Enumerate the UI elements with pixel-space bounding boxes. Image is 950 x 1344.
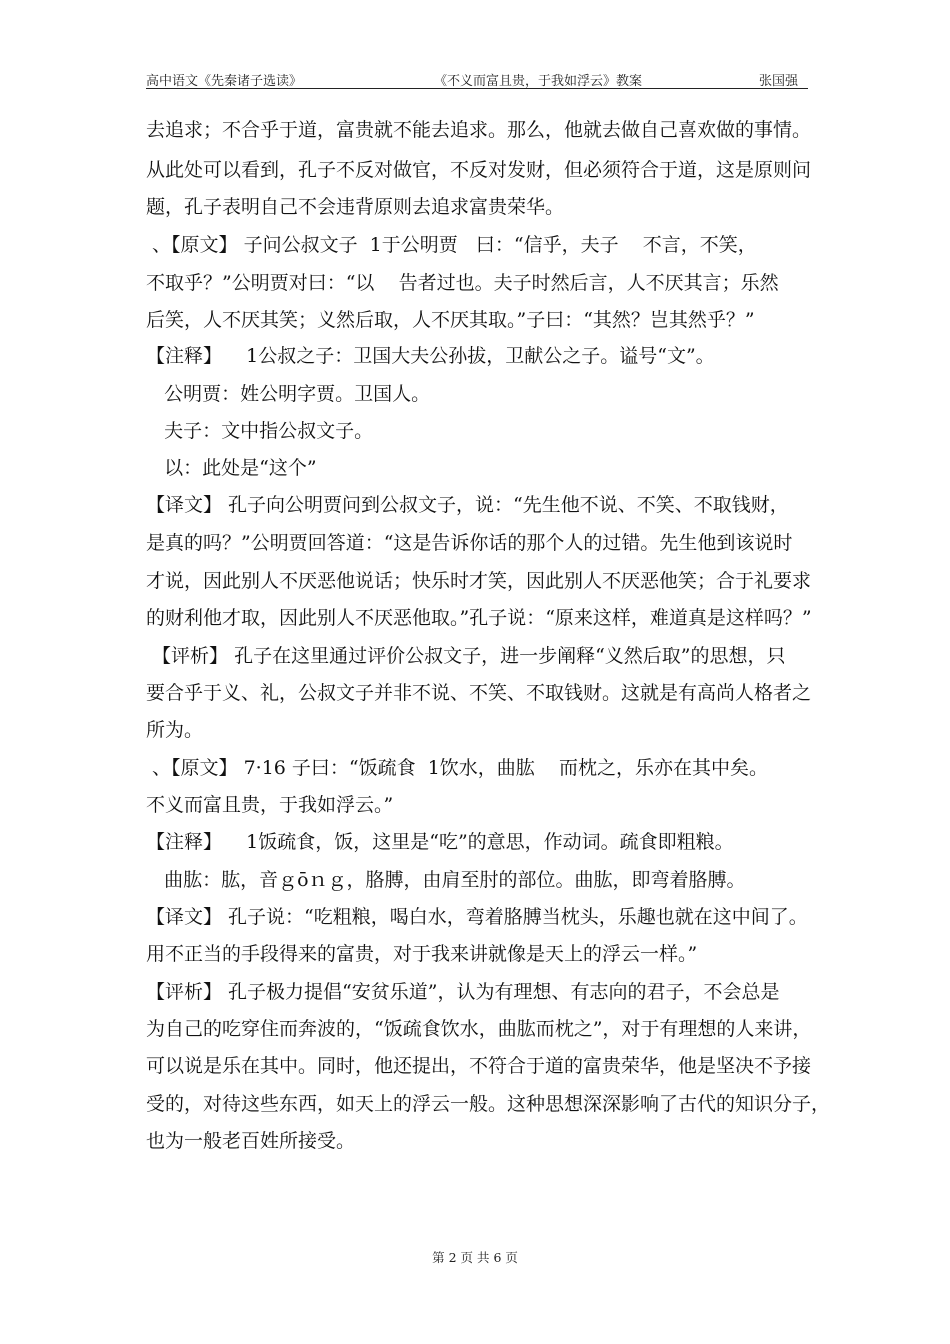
- original-text-line: 、【原文】 7·16 子曰：“饭疏食 1饮水，曲肱 而枕之，乐亦在其中矣。: [146, 757, 768, 779]
- annotation-line: 公明贾：姓公明字贾。卫国人。: [146, 383, 431, 405]
- analysis-line: 【评析】 孔子在这里通过评价公叔文子，进一步阐释“义然后取”的思想，只: [146, 645, 786, 667]
- annotation-heading-line: 【注释】 1公叔之子：卫国大夫公孙拔，卫献公之子。谥号“文”。: [146, 345, 715, 367]
- annotation-heading-line: 【注释】 1饭疏食，饭，这里是“吃”的意思，作动词。疏食即粗粮。: [146, 831, 734, 853]
- header-author: 张国强: [758, 74, 798, 89]
- text-line: 去追求；不合乎于道，富贵就不能去追求。那么，他就去做自己喜欢做的事情。: [146, 119, 812, 141]
- header-lesson-title: 《不义而富且贵，于我如浮云》教案: [434, 74, 643, 89]
- analysis-line: 可以说是乐在其中。同时，他还提出，不符合于道的富贵荣华，他是坚决不予接: [146, 1055, 812, 1077]
- header-course-title: 高中语文《先秦诸子选读》: [146, 74, 303, 89]
- analysis-line: 【评析】 孔子极力提倡“安贫乐道”，认为有理想、有志向的君子，不会总是: [146, 981, 780, 1003]
- annotation-line: 以：此处是“这个”: [146, 457, 317, 479]
- translation-line: 才说，因此别人不厌恶他说话；快乐时才笑，因此别人不厌恶他笑；合于礼要求: [146, 570, 812, 592]
- translation-line: 的财利他才取，因此别人不厌恶他取。”孔子说：“原来这样，难道真是这样吗？”: [146, 607, 812, 629]
- page-footer: 第 2 页 共 6 页: [432, 1250, 518, 1265]
- translation-line: 是真的吗？”公明贾回答道：“这是告诉你话的那个人的过错。先生他到该说时: [146, 532, 793, 554]
- text-line: 不取乎？”公明贾对曰：“以 告者过也。夫子时然后言，人不厌其言；乐然: [146, 272, 779, 294]
- translation-line: 用不正当的手段得来的富贵，对于我来讲就像是天上的浮云一样。”: [146, 943, 698, 965]
- annotation-line: 夫子：文中指公叔文子。: [146, 420, 374, 442]
- annotation-line: 曲肱：肱，音ｇōｎｇ，胳膊，由肩至肘的部位。曲肱，即弯着胳膊。: [146, 869, 746, 891]
- analysis-line: 要合乎于义、礼，公叔文子并非不说、不笑、不取钱财。这就是有高尚人格者之: [146, 682, 812, 704]
- analysis-line: 也为一般老百姓所接受。: [146, 1130, 356, 1152]
- page-header: [146, 68, 808, 89]
- text-line: 从此处可以看到，孔子不反对做官，不反对发财，但必须符合于道，这是原则问: [146, 159, 812, 181]
- translation-line: 【译文】 孔子向公明贾问到公叔文子，说：“先生他不说、不笑、不取钱财，: [146, 494, 789, 516]
- analysis-line: 为自己的吃穿住而奔波的，“饭疏食饮水，曲肱而枕之”，对于有理想的人来讲，: [146, 1018, 812, 1040]
- text-line: 题，孔子表明自己不会违背原则去追求富贵荣华。: [146, 196, 565, 218]
- text-line: 后笑，人不厌其笑；义然后取，人不厌其取。”子曰：“其然？岂其然乎？”: [146, 309, 755, 331]
- original-text-line: 不义而富且贵，于我如浮云。”: [146, 794, 394, 816]
- analysis-line: 受的，对待这些东西，如天上的浮云一般。这种思想深深影响了古代的知识分子，: [146, 1093, 831, 1115]
- text-line: 、【原文】 子问公叔文子 1于公明贾 曰：“信乎，夫子 不言，不笑，: [146, 234, 757, 256]
- translation-line: 【译文】 孔子说：“吃粗粮，喝白水，弯着胳膊当枕头，乐趣也就在这中间了。: [146, 906, 808, 928]
- analysis-line: 所为。: [146, 719, 204, 741]
